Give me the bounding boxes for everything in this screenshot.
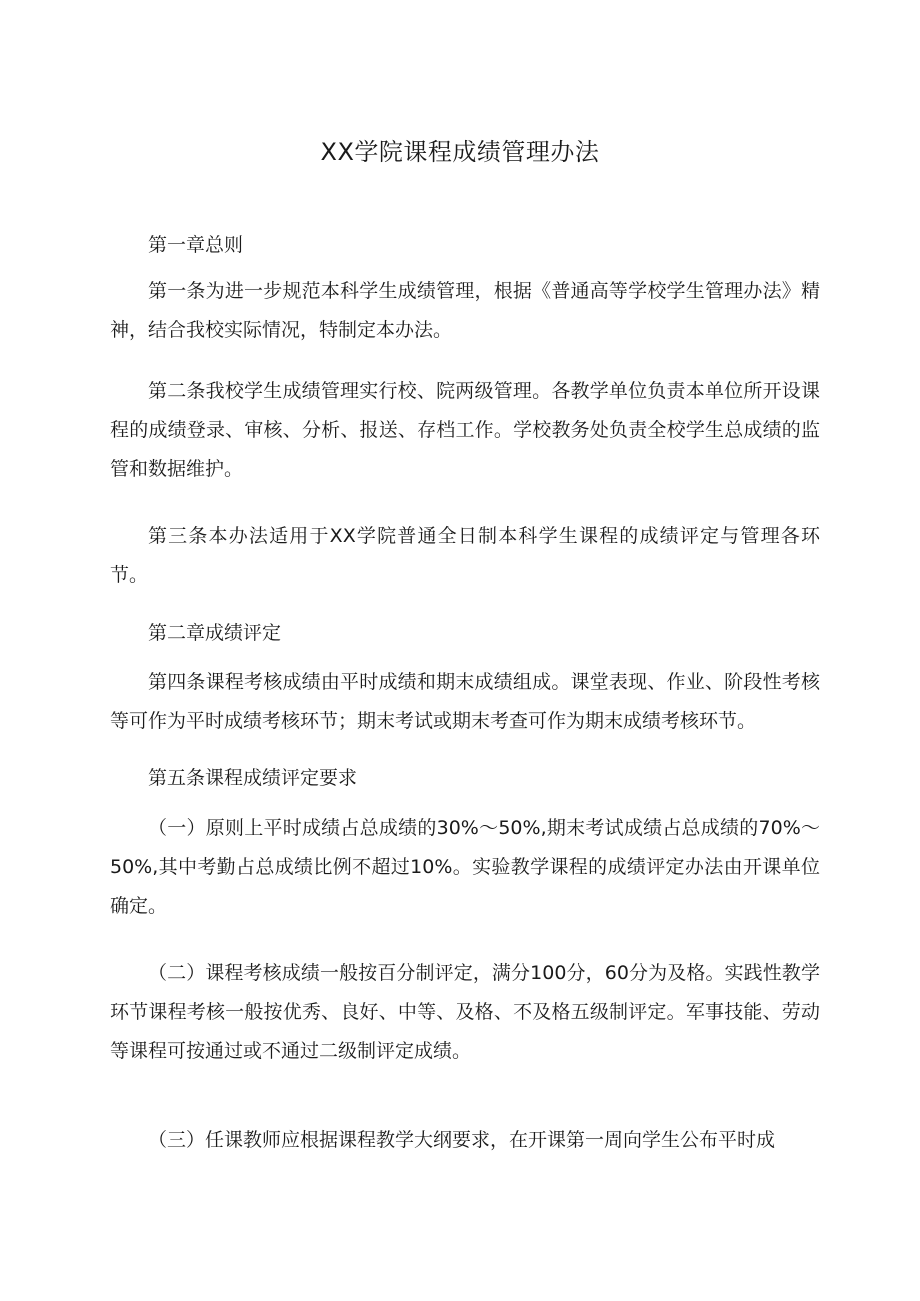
document-title: XX学院课程成绩管理办法 xyxy=(320,138,600,166)
article-4: 第四条课程考核成绩由平时成绩和期末成绩组成。课堂表现、作业、阶段性考核等可作为平时成绩考核环节；期末考试或期末考查可作为期末成绩考核环节。 xyxy=(110,671,820,732)
article-1: 第一条为进一步规范本科学生成绩管理，根据《普通高等学校学生管理办法》精神，结合我校实际情况，特制定本办法。 xyxy=(110,280,820,341)
chapter-heading-2: 第二章成绩评定 xyxy=(148,622,282,644)
clause-2: （二）课程考核成绩一般按百分制评定，满分100分，60分为及格。实践性教学环节课程考核一般按优秀、良好、中等、及格、不及格五级制评定。军事技能、劳动等课程可按通过或不通过二级制评定成绩。 xyxy=(110,962,820,1062)
article-3: 第三条本办法适用于XX学院普通全日制本科学生课程的成绩评定与管理各环节。 xyxy=(110,525,820,586)
clause-3: （三）任课教师应根据课程教学大纲要求，在开课第一周向学生公布平时成 xyxy=(148,1129,776,1151)
chapter-heading-1: 第一章总则 xyxy=(148,234,244,256)
clause-1: （一）原则上平时成绩占总成绩的30%～50%,期末考试成绩占总成绩的70%～50%,其中考勤占总成绩比例不超过10%。实验教学课程的成绩评定办法由开课单位确定。 xyxy=(110,817,820,917)
article-5: 第五条课程成绩评定要求 xyxy=(148,767,358,789)
article-2: 第二条我校学生成绩管理实行校、院两级管理。各教学单位负责本单位所开设课程的成绩登录、审核、分析、报送、存档工作。学校教务处负责全校学生总成绩的监管和数据维护。 xyxy=(110,380,820,480)
